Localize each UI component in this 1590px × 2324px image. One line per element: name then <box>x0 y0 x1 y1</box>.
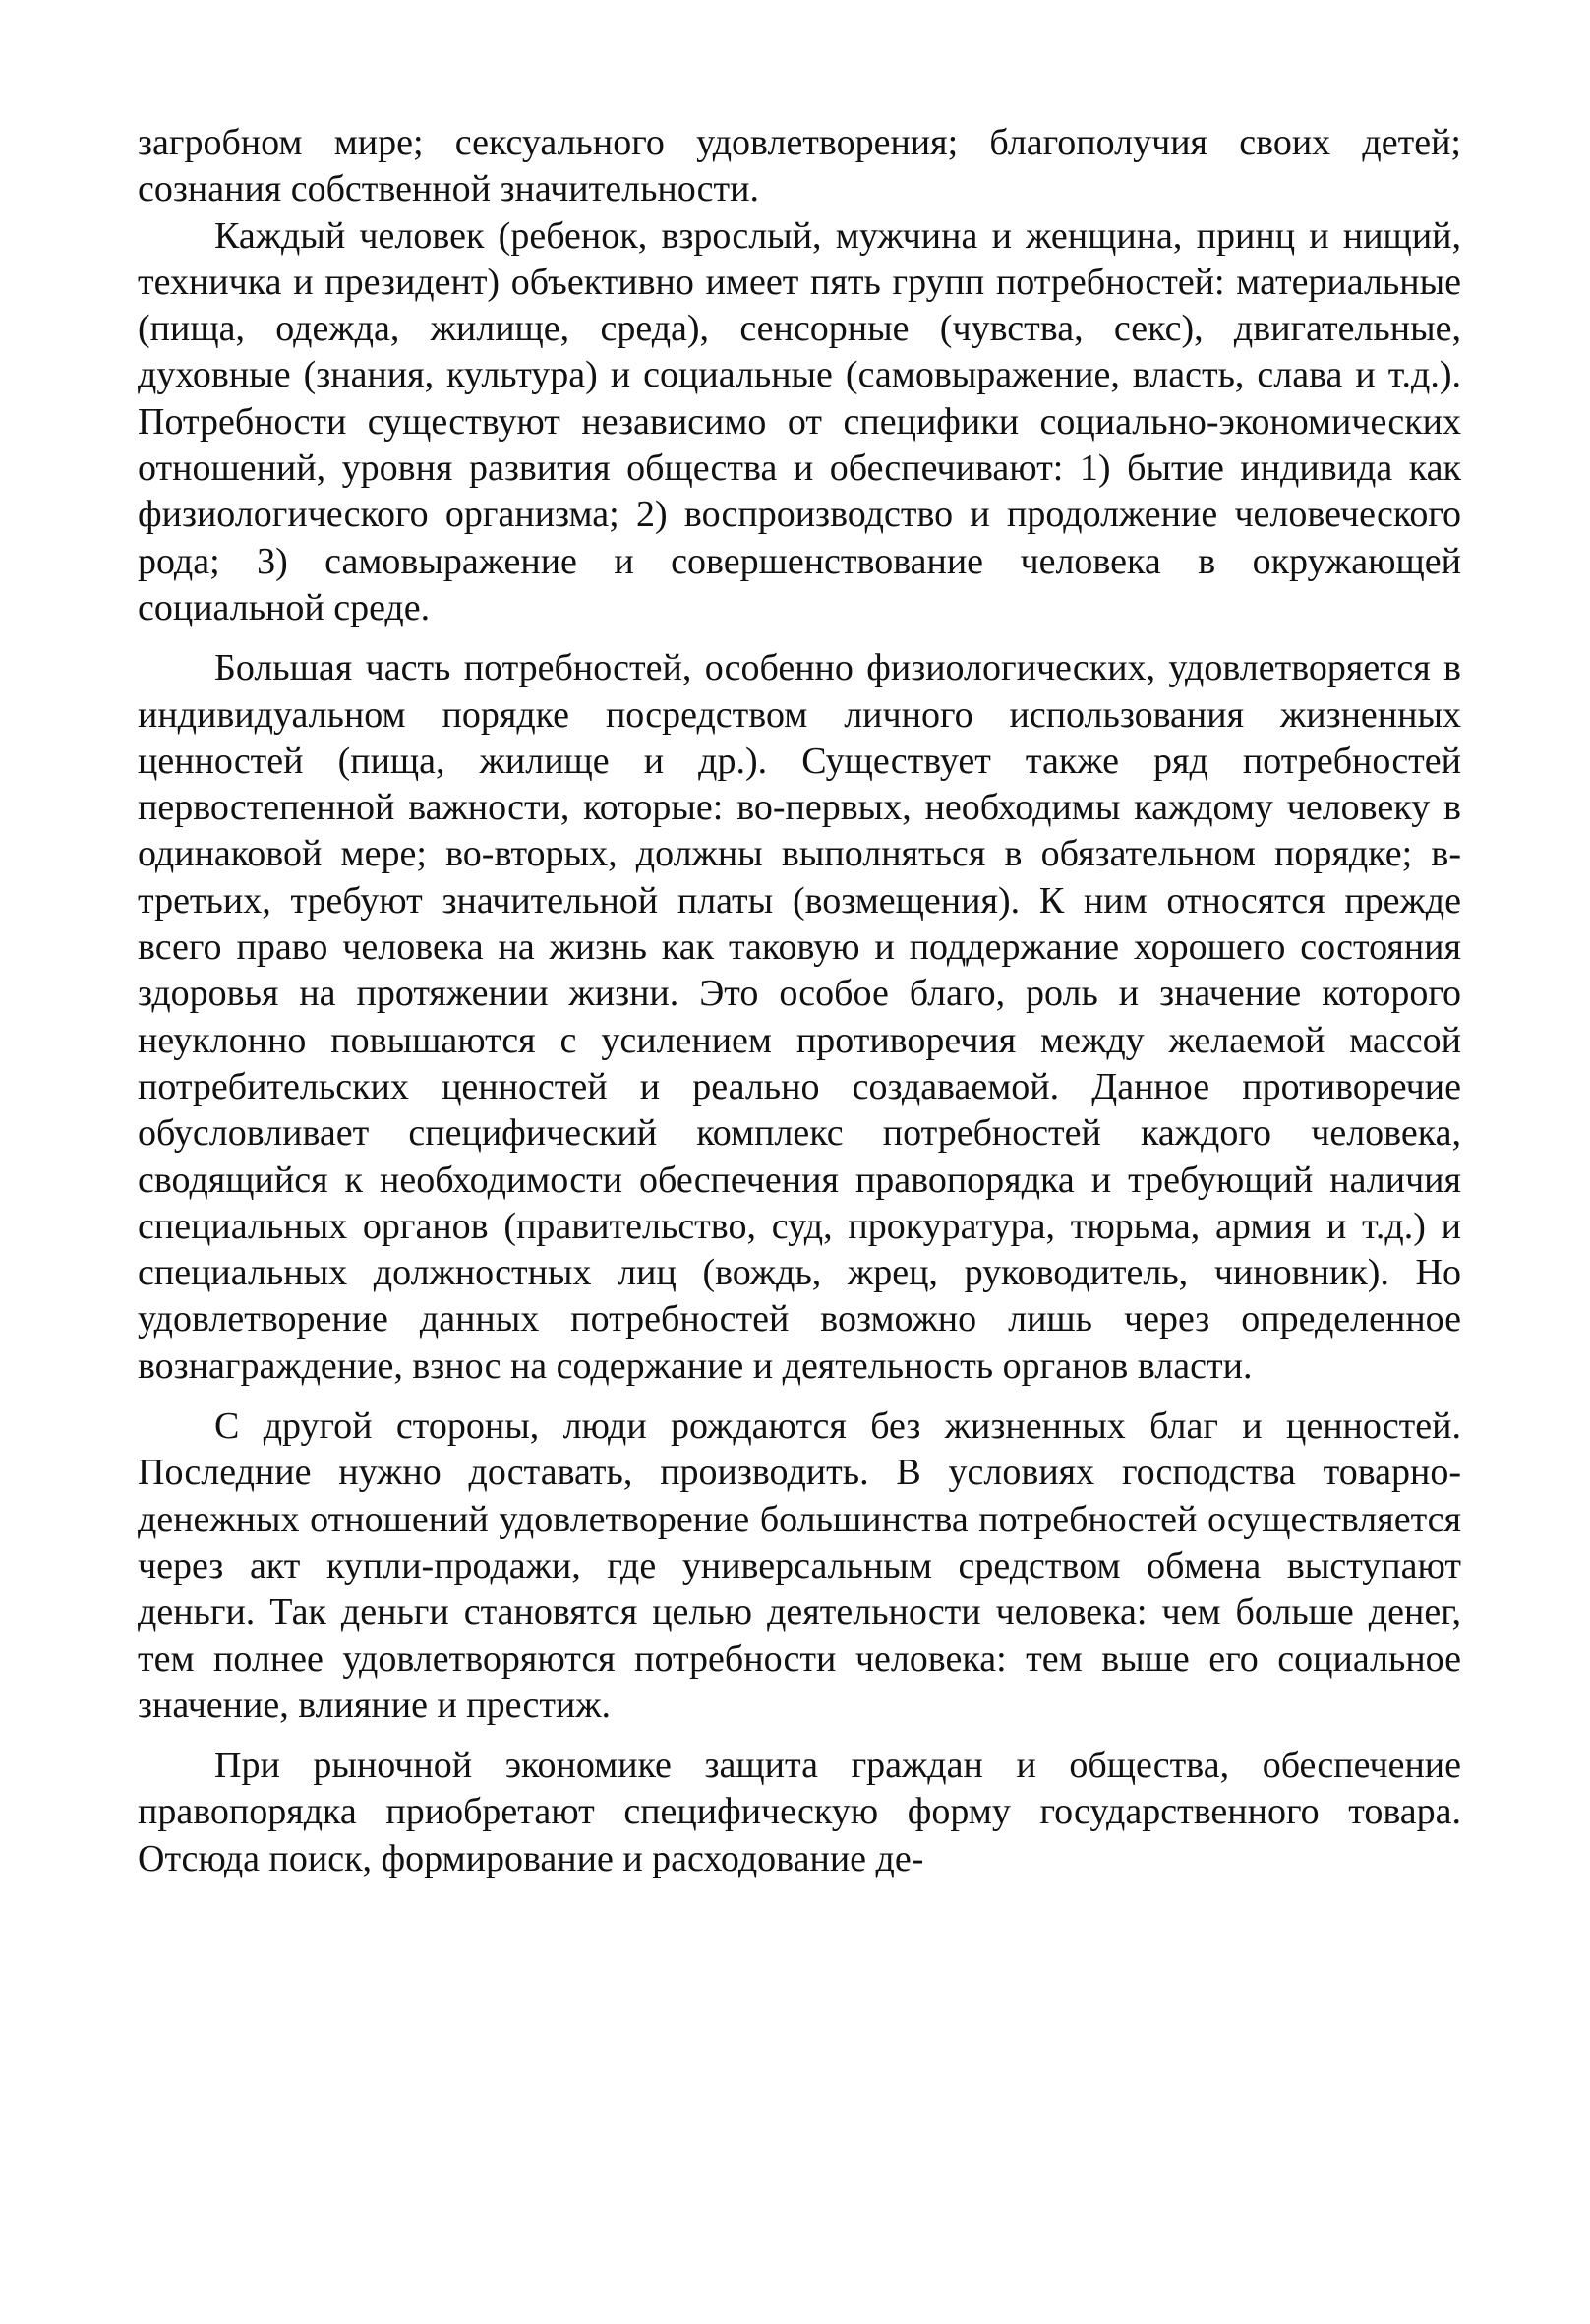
paragraph-4: С другой стороны, люди рождаются без жизненных благ и ценностей. Последние нужно доставать, производить. В условиях господства товарно-денежных отношений удовлетворение большинства потребностей осуществляется через акт купли-продажи, где универсальным средством обмена выступают деньги. Так деньги становятся целью деятельности человека: чем больше денег, тем полнее удовлетворяются потребности человека: тем выше его социальное значение, влияние и престиж. <box>138 1405 1461 1726</box>
paragraph-1: загробном мире; сексуального удовлетворения; благополучия своих детей; сознания собственной значительности. <box>138 122 1461 210</box>
body-text <box>138 120 1461 1882</box>
paragraph-5: При рыночной экономике защита граждан и общества, обеспечение правопорядка приобретают специфическую форму государственного товара. Отсюда поиск, формирование и расходование де- <box>138 1745 1461 1879</box>
paragraph-3: Большая часть потребностей, особенно физиологических, удовлетворяется в индивидуальном порядке посредством личного использования жизненных ценностей (пища, жилище и др.). Существует также ряд потребностей первостепенной важности, которые: во-первых, необходимы каждому человеку в одинаковой мере; во-вторых, должны выполняться в обязательном порядке; в-третьих, требуют значительной платы (возмещения). К ним относятся прежде всего право человека на жизнь как таковую и поддержание хорошего состояния здоровья на протяжении жизни. Это особое благо, роль и значение которого неуклонно повышаются с усилением противоречия между желаемой массой потребительских ценностей и реально создаваемой. Данное противоречие обусловливает специфический комплекс потребностей каждого человека, сводящийся к необходимости обеспечения правопорядка и требующий наличия специальных органов (правительство, суд, прокуратура, тюрьма, армия и т.д.) и специальных должностных лиц (вождь, жрец, руководитель, чиновник). Но удовлетворение данных потребностей возможно лишь через определенное вознаграждение, взнос на содержание и деятельность органов власти. <box>138 647 1461 1387</box>
paragraph-2: Каждый человек (ребенок, взрослый, мужчина и женщина, принц и нищий, техничка и президент) объективно имеет пять групп потребностей: материальные (пища, одежда, жилище, среда), сенсорные (чувства, секс), двигательные, духовные (знания, культура) и социальные (самовыражение, власть, слава и т.д.). Потребности существуют независимо от специфики социально-экономических отношений, уровня развития общества и обеспечивают: 1) бытие индивида как физиологического организма; 2) воспроизводство и продолжение человеческого рода; 3) самовыражение и совершенствование человека в окружающей социальной среде. <box>138 214 1461 628</box>
